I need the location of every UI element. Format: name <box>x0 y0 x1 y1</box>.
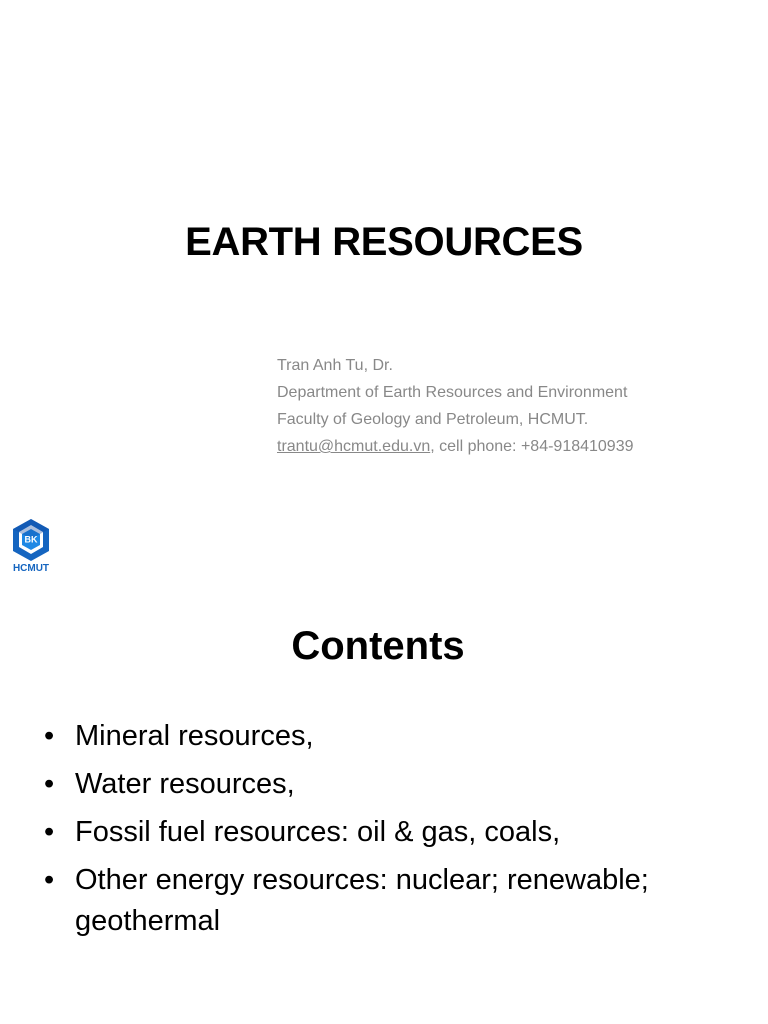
phone-text: , cell phone: +84-918410939 <box>430 438 634 455</box>
slide-title-heading: EARTH RESOURCES <box>185 220 583 264</box>
author-faculty: Faculty of Geology and Petroleum, HCMUT. <box>277 411 589 428</box>
logo-hcmut-text: HCMUT <box>12 563 50 573</box>
author-name: Tran Anh Tu, Dr. <box>277 357 393 374</box>
list-item: • Mineral resources, <box>44 716 744 757</box>
author-contact <box>277 433 634 460</box>
bk-hcmut-logo-icon <box>8 517 54 573</box>
author-department: Department of Earth Resources and Environment <box>277 384 628 401</box>
list-item: • Fossil fuel resources: oil & gas, coals, <box>44 812 744 853</box>
list-item: • Other energy resources: nuclear; renewable; geothermal <box>44 860 744 942</box>
slide-contents <box>0 512 768 1024</box>
contents-list <box>44 716 744 949</box>
list-item: • Water resources, <box>44 764 744 805</box>
author-info <box>277 352 634 460</box>
contents-heading: Contents <box>291 624 465 668</box>
logo-bk-text: BK <box>24 534 38 545</box>
email-link[interactable]: trantu@hcmut.edu.vn <box>277 438 431 455</box>
